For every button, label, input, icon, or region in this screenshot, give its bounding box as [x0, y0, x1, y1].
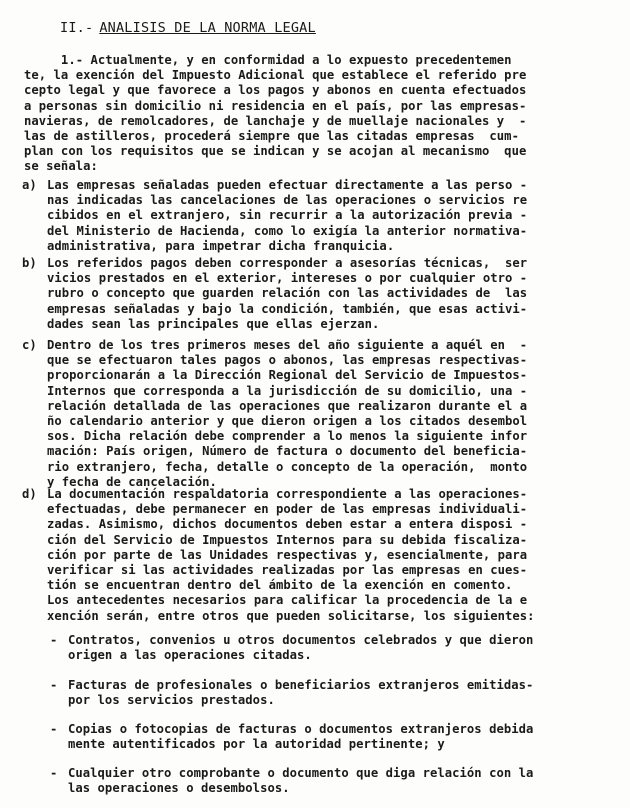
- text-line: a personas sin domicilio ni residencia en el país, por las empresas-: [24, 98, 527, 113]
- text-line: proporcionarán a la Dirección Regional del Servicio de Impuestos-: [47, 368, 528, 383]
- sub-item-otros-comprobantes: [50, 766, 533, 796]
- text-line: mente autentificados por la autoridad pertinente; y: [68, 737, 445, 752]
- section-heading: [60, 20, 316, 36]
- text-line: Los referidos pagos deben corresponder a asesorías técnicas, ser: [47, 256, 528, 270]
- list-item-a: [22, 178, 630, 254]
- text-line: origen a las operaciones citadas.: [68, 648, 312, 663]
- text-line: verificar si las actividades realizadas por las empresas en cues-: [47, 563, 528, 578]
- text-line: plan con los requisitos que se indican y se acojan al mecanismo que: [24, 144, 527, 159]
- item-marker: d): [22, 487, 37, 501]
- sub-item-facturas: [50, 678, 533, 708]
- sub-item-copias: [50, 722, 533, 752]
- intro-paragraph: [24, 53, 630, 175]
- text-line: sos. Dicha relación debe comprender a lo menos la siguiente infor: [47, 429, 528, 444]
- text-line: que se efectuaron tales pagos o abonos, las empresas respectivas-: [47, 353, 528, 368]
- text-line: Dentro de los tres primeros meses del año siguiente a aquél en -: [47, 338, 528, 352]
- text-line: Internos que corresponda a la jurisdicción de su domicilio, una -: [47, 383, 528, 398]
- text-line: Los antecedentes necesarios para calificar la procedencia de la e: [47, 593, 528, 608]
- text-line: las de astilleros, procederá siempre que las citadas empresas cum-: [24, 129, 519, 144]
- text-line: Cualquier otro comprobante o documento que diga relación con la: [68, 766, 534, 780]
- text-line: relación detallada de las operaciones que realizaron durante el a: [47, 398, 528, 413]
- text-line: ño calendario anterior y que dieron origen a los citados desembol: [47, 414, 528, 429]
- dash-bullet: -: [50, 766, 58, 780]
- text-line: por los servicios prestados.: [68, 693, 275, 708]
- section-title: ANALISIS DE LA NORMA LEGAL: [99, 20, 316, 36]
- text-line: te, la exención del Impuesto Adicional que establece el referido pre: [24, 68, 527, 83]
- section-number: II.-: [60, 20, 94, 36]
- text-line: Contratos, convenios u otros documentos celebrados y que dieron: [68, 633, 534, 647]
- dash-bullet: -: [50, 722, 58, 736]
- text-line: xención serán, entre otros que pueden solicitarse, los siguientes:: [47, 608, 535, 623]
- text-line: del Ministerio de Hacienda, como lo exigía la anterior normativa-: [47, 223, 528, 238]
- text-line: las operaciones o desembolsos.: [68, 781, 290, 796]
- item-marker: a): [22, 178, 37, 192]
- text-line: Copias o fotocopias de facturas o documentos extranjeros debida: [68, 722, 534, 736]
- text-line: vicios prestados en el exterior, intereses o por cualquier otro -: [47, 271, 528, 286]
- text-line: empresas señaladas y bajo la condición, también, que esas activi-: [47, 301, 528, 316]
- text-line: tión se encuentran dentro del ámbito de la exención en comento.: [47, 578, 513, 593]
- text-line: rubro o concepto que guarden relación con las actividades de las: [47, 286, 528, 301]
- text-line: Facturas de profesionales o beneficiarios extranjeros emitidas-: [68, 678, 534, 692]
- text-line: ción del Servicio de Impuestos Internos para su debida fiscaliza-: [47, 532, 528, 547]
- text-line: mación: País origen, Número de factura o documento del beneficia-: [47, 444, 528, 459]
- text-line: cibidos en el extranjero, sin recurrir a la autorización previa -: [47, 208, 528, 223]
- text-line: se señala:: [24, 159, 98, 174]
- text-line: rio extranjero, fecha, detalle o concepto de la operación, monto: [47, 459, 528, 474]
- text-line: nas indicadas las cancelaciones de las operaciones o servicios re: [47, 193, 528, 208]
- text-line: efectuadas, debe permanecer en poder de las empresas individuali-: [47, 502, 528, 517]
- text-line: cepto legal y que favorece a los pagos y abonos en cuenta efectuados: [24, 83, 527, 98]
- text-line: Las empresas señaladas pueden efectuar directamente a las perso -: [47, 178, 528, 192]
- text-line: dades sean las principales que ellas ejerzan.: [47, 316, 380, 331]
- list-item-d: [22, 487, 630, 624]
- text-line: y fecha de cancelación.: [47, 474, 217, 489]
- text-line: administrativa, para impetrar dicha franquicia.: [47, 238, 395, 253]
- list-item-b: [22, 256, 630, 332]
- text-line: 1.- Actualmente, y en conformidad a lo expuesto precedentemen: [24, 53, 512, 67]
- item-marker: b): [22, 256, 37, 270]
- dash-bullet: -: [50, 678, 58, 692]
- text-line: navieras, de remolcadores, de lanchaje y de muellaje nacionales y -: [24, 113, 527, 128]
- text-line: zadas. Asimismo, dichos documentos deben estar a entera disposi -: [47, 517, 528, 532]
- text-line: ción por parte de las Unidades respectivas y, esencialmente, para: [47, 547, 528, 562]
- text-line: La documentación respaldatoria correspondiente a las operaciones-: [47, 487, 528, 501]
- dash-bullet: -: [50, 633, 58, 647]
- item-marker: c): [22, 338, 37, 352]
- sub-item-contratos: [50, 633, 533, 663]
- list-item-c: [22, 338, 630, 490]
